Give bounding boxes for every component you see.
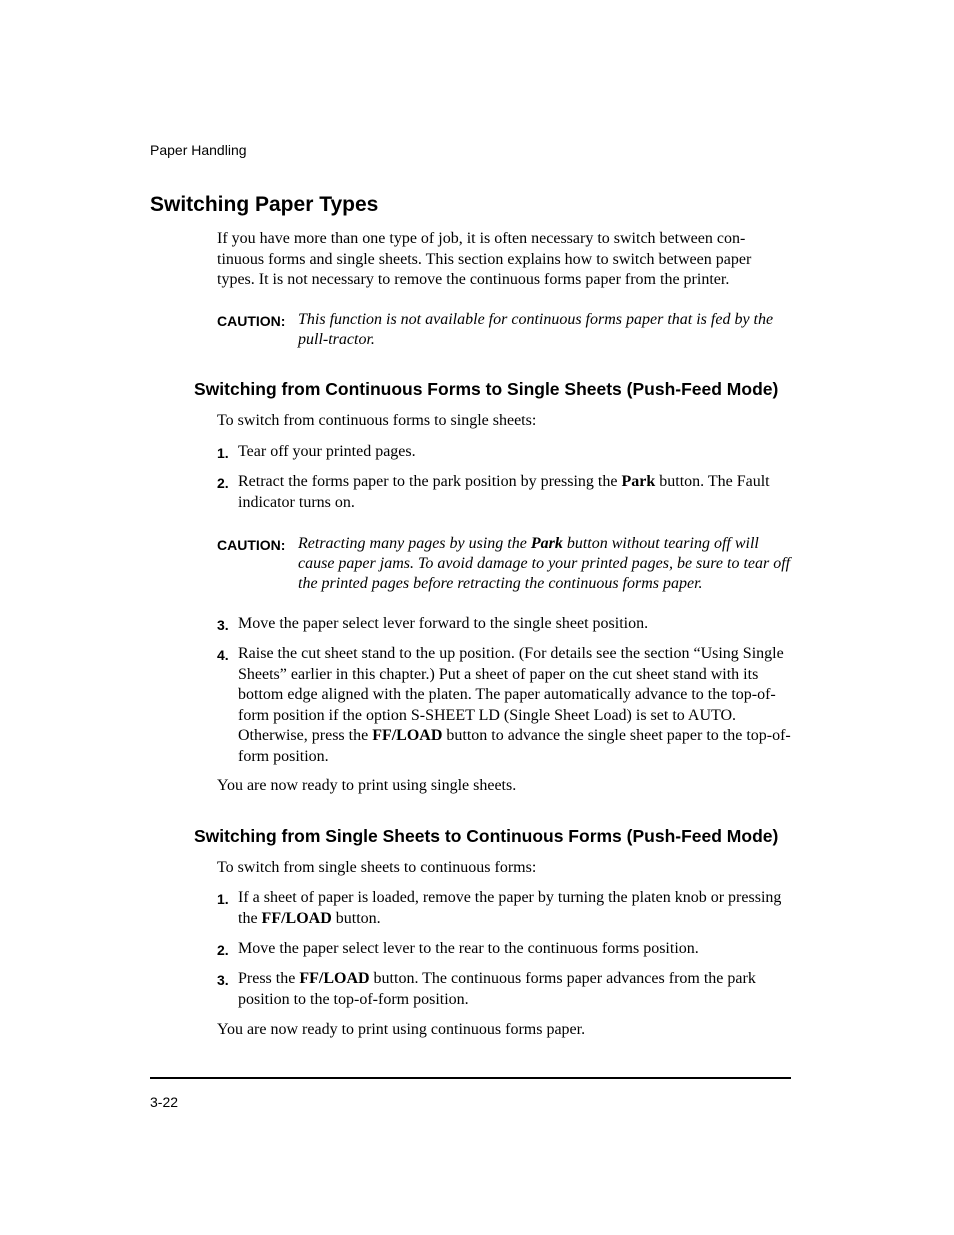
page-number: 3-22	[150, 1094, 179, 1110]
ff-load-button-ref: FF/LOAD	[299, 970, 370, 987]
step-number: 2.	[217, 475, 229, 491]
caution-note-1	[217, 310, 791, 350]
caution-text: This function is not available for continuous forms paper that is fed by the pull-tractor.	[298, 311, 774, 348]
step-text: Raise the cut sheet stand to the up position. (For details see the section “Using Single Sheets” earlier in this chapter.) Put a sheet of paper on the cut sheet stand with its bottom edge aligned with the platen. The paper automatically advance to the top-of-form position if the option S-SHEET LD (Single Sheet Load) is set to AUTO. Otherwise, press the FF/LOAD button to advance the single sheet paper to the top-of-form position.	[238, 645, 791, 765]
caution-text: Retracting many pages by using the Park button without tearing off will cause paper jams. To avoid damage to your printed pages, be sure to tear off the printed pages before retracting the continuous forms paper.	[298, 535, 791, 592]
step-number: 3.	[217, 972, 229, 988]
step-text: If a sheet of paper is loaded, remove the paper by turning the platen knob or pressing the FF/LOAD button.	[238, 889, 782, 927]
section1-step-2	[217, 472, 791, 513]
step-text: Retract the forms paper to the park position by pressing the Park button. The Fault indicator turns on.	[238, 473, 770, 511]
section2-closing: You are now ready to print using continuous forms paper.	[217, 1021, 586, 1038]
step-text: Move the paper select lever to the rear to the continuous forms position.	[238, 940, 699, 957]
step-number: 1.	[217, 445, 229, 461]
ff-load-button-ref: FF/LOAD	[261, 909, 332, 927]
intro-paragraph: If you have more than one type of job, it is often necessary to switch between con-tinuous forms and single sheets. This section explains how to switch between paper types. It is not necessary to remove the continuous forms paper from the printer.	[217, 230, 752, 288]
section-heading-to-single-sheets: Switching from Continuous Forms to Single Sheets (Push-Feed Mode)	[194, 379, 779, 399]
step-text: Move the paper select lever forward to the single sheet position.	[238, 615, 649, 632]
caution-label: CAUTION:	[217, 537, 286, 553]
step-number: 1.	[217, 891, 229, 907]
step-number: 4.	[217, 647, 229, 663]
park-button-ref: Park	[621, 473, 656, 490]
step-number: 3.	[217, 617, 229, 633]
ff-load-button-ref: FF/LOAD	[372, 727, 443, 744]
section2-step-1	[217, 888, 791, 929]
section-heading-to-continuous-forms: Switching from Single Sheets to Continuous Forms (Push-Feed Mode)	[194, 826, 779, 846]
section2-lead: To switch from single sheets to continuous forms:	[217, 859, 537, 876]
section1-lead: To switch from continuous forms to single sheets:	[217, 412, 537, 429]
section2-step-2	[217, 939, 791, 960]
section1-step-4	[217, 644, 791, 767]
section2-step-3	[217, 969, 791, 1010]
section1-step-3	[217, 614, 791, 635]
section1-step-1	[217, 442, 791, 463]
footer-rule	[150, 1077, 791, 1079]
section1-closing: You are now ready to print using single sheets.	[217, 777, 517, 794]
page-title: Switching Paper Types	[150, 193, 379, 216]
step-text: Tear off your printed pages.	[238, 443, 416, 460]
park-button-ref: Park	[530, 535, 563, 552]
caution-label: CAUTION:	[217, 313, 286, 329]
step-number: 2.	[217, 942, 229, 958]
caution-note-2	[217, 534, 791, 594]
running-head: Paper Handling	[150, 142, 247, 158]
step-text: Press the FF/LOAD button. The continuous forms paper advances from the park position to the top-of-form position.	[238, 970, 756, 1008]
